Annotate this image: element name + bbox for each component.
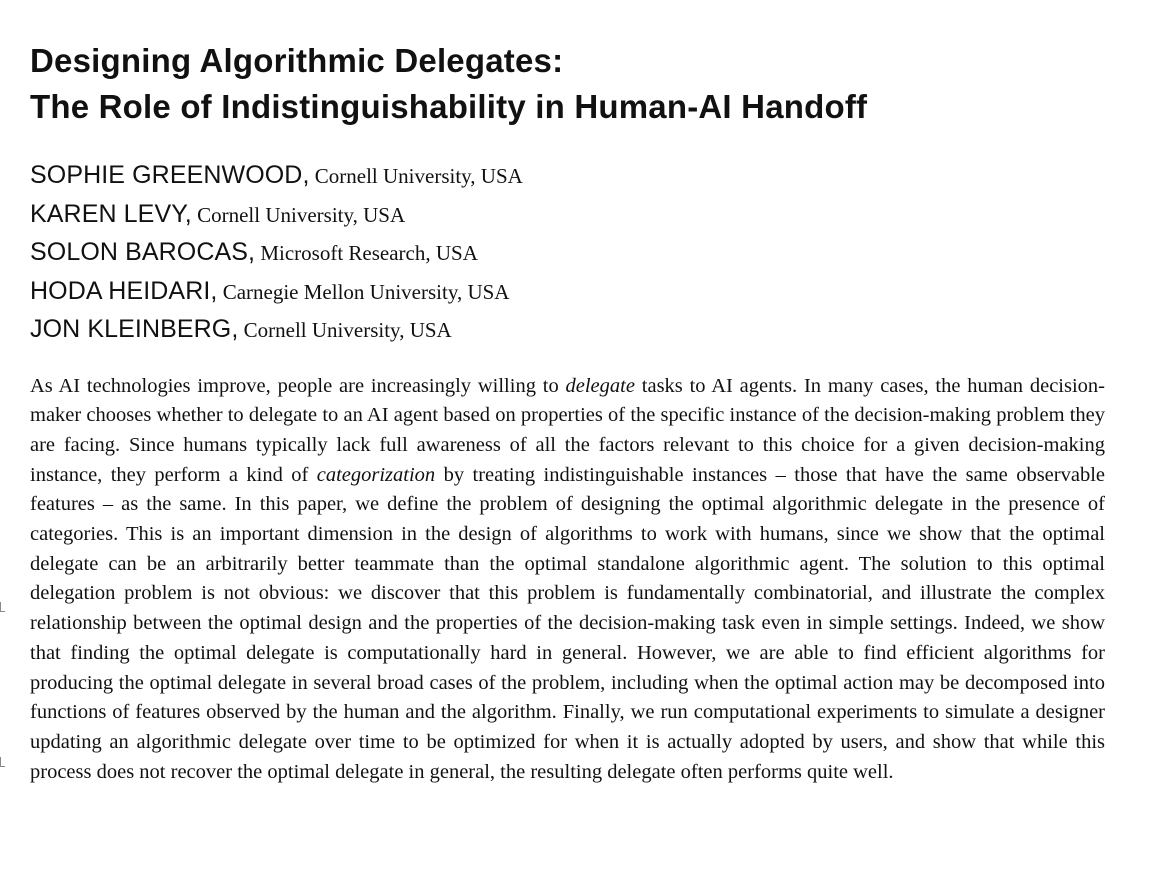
abstract-text-part-2: tasks to AI agents. In many cases, the human decision-maker chooses whether to delegate to an AI agent based on properties of the specific instance of the decision-making problem they are facing. Since humans typically lack full awareness of all the factors relevant to this choice for a given decision-making instance, they perform a kind of [30, 374, 1105, 486]
author-list [30, 158, 1105, 351]
abstract-text-part-3: by treating indistinguishable instances – those that have the same observable features – as the same. In this paper, we define the problem of designing the optimal algorithmic delegate in the presence of categories. This is an important dimension in the design of algorithms to work with humans, since we show that the optimal delegate can be an arbitrarily better teammate than the optimal standalone algorithmic agent. The solution to this optimal delegation problem is not obvious: we discover that this problem is fundamentally combinatorial, and illustrate the complex relationship between the optimal design and the properties of the decision-making task even in simple settings. Indeed, we show that finding the optimal delegate is computationally hard in general. However, we are able to find efficient algorithms for producing the optimal delegate in several broad cases of the problem, including when the optimal action may be decomposed into functions of features observed by the human and the algorithm. Finally, we run computational experiments to simulate a designer updating an algorithmic delegate over time to be optimized for when it is actually adopted by users, and show that while this process does not recover the optimal delegate in general, the resulting delegate often performs quite well. [30, 463, 1105, 783]
abstract-emphasis-categorization: categorization [316, 463, 436, 486]
margin-mark-bottom [0, 757, 5, 767]
author-affiliation: Cornell University, USA [238, 318, 452, 342]
author-affiliation: Cornell University, USA [309, 164, 523, 188]
paper-page [30, 38, 1105, 808]
author-name: JON KLEINBERG [30, 315, 232, 343]
author-affiliation: Carnegie Mellon University, USA [217, 279, 510, 304]
author-separator: , [248, 238, 256, 266]
author-entry [30, 312, 1105, 351]
author-separator: , [210, 276, 218, 305]
title-line-1: Designing Algorithmic Delegates: [30, 42, 564, 79]
title-line-2: The Role of Indistinguishability in Human-AI Handoff [30, 88, 868, 125]
author-entry [30, 235, 1105, 274]
author-affiliation: Cornell University, USA [191, 202, 406, 227]
author-name: SOPHIE GREENWOOD [30, 161, 303, 189]
author-entry [30, 274, 1105, 313]
author-name: SOLON BAROCAS [30, 238, 249, 266]
author-name: HODA HEIDARI [30, 276, 211, 305]
paper-title [30, 38, 1105, 130]
author-affiliation: Microsoft Research, USA [255, 241, 478, 265]
author-separator: , [231, 315, 239, 343]
author-separator: , [302, 161, 310, 189]
author-separator: , [184, 199, 192, 228]
abstract-emphasis-delegate: delegate [565, 374, 635, 397]
author-name: KAREN LEVY [30, 199, 185, 228]
author-entry [30, 197, 1105, 236]
abstract-text-part-1: As AI technologies improve, people are increasingly willing to [30, 374, 566, 397]
author-entry [30, 158, 1105, 197]
margin-mark-top [0, 602, 5, 612]
abstract-paragraph [30, 372, 1105, 788]
